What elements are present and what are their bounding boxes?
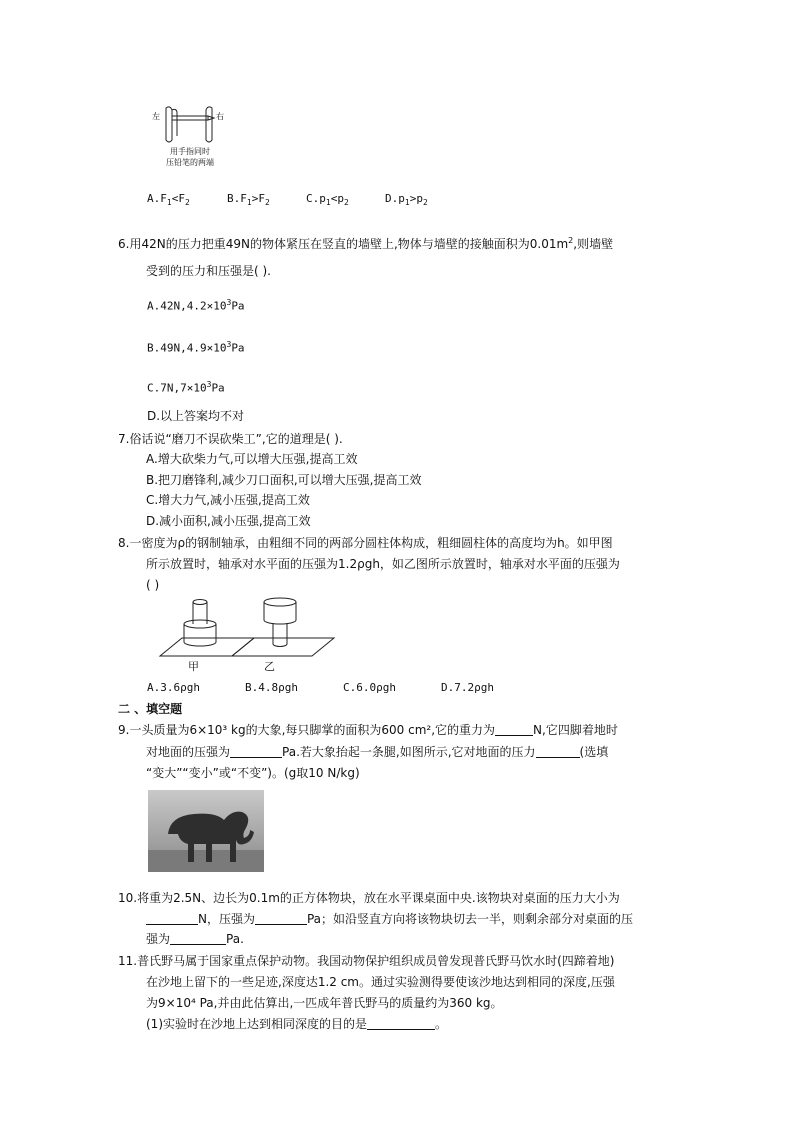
pencil-hands-drawing (150, 104, 230, 146)
pencil-pressing-figure (150, 104, 230, 176)
q9-line1: 9.一头质量为6×10³ kg的大象,每只脚掌的面积为600 cm²,它的重力为 N,它四脚着地时 (118, 723, 618, 737)
figure-label-jia: 甲 (188, 660, 199, 673)
q6-stem-line1: 6.用42N的压力把重49N的物体紧压在竖直的墙壁上,物体与墙壁的接触面积为$0.01m^2$,则墙壁 (118, 236, 614, 251)
q11-blank-purpose (367, 1017, 435, 1030)
q9-blank-force-change (536, 745, 580, 758)
q7-option-c: C.增大力气,减小压强,提高工效 (146, 493, 310, 507)
q9-line3: “变大”“变小”或“不变”)。(g取10 N/kg) (146, 766, 360, 780)
q7-option-d: D.减小面积,减小压强,提高工效 (146, 514, 311, 528)
bearing-figure (146, 594, 366, 674)
q10-blank-pressure (255, 912, 307, 925)
q8-option-c: C.6.0ρgh (343, 681, 396, 694)
q10-line1: 10.将重为2.5N、边长为0.1m的正方体物块，放在水平课桌面中央.该物块对桌面的压力大小为 (118, 891, 620, 905)
figure-label-yi: 乙 (264, 660, 275, 673)
fig-caption-line2: 压铅笔的两端 (166, 158, 214, 167)
q8-stem-line2: 所示放置时，轴承对水平面的压强为1.2ρgh，如乙图所示放置时，轴承对水平面的压强为 (146, 557, 620, 571)
q8-stem-line3: ( ) (146, 578, 160, 592)
q10-line3: 强为 Pa. (146, 932, 244, 946)
q7-stem: 7.俗话说“磨刀不误砍柴工”,它的道理是( ). (118, 432, 343, 446)
q10-blank-force (146, 912, 198, 925)
fig-caption-line1: 用手指同时 (170, 147, 210, 156)
q7-option-b: B.把刀磨锋利,减少刀口面积,可以增大压强,提高工效 (146, 473, 422, 487)
q11-line3: 为9×10⁴ Pa,并由此估算出,一匹成年普氏野马的质量约为360 kg。 (146, 996, 503, 1010)
q8-option-b: B.4.8ρgh (245, 681, 298, 694)
q5-option-b: $B.F_1>F_2$ (227, 192, 270, 208)
section-heading-fill-in: 二 、填空题 (118, 702, 183, 716)
q8-option-a: A.3.6ρgh (147, 681, 200, 694)
fig-left-label: 左 (152, 112, 160, 121)
q9-blank-pressure (230, 745, 282, 758)
q8-option-d: D.7.2ρgh (441, 681, 494, 694)
q9-line2: 对地面的压强为 Pa.若大象抬起一条腿,如图所示,它对地面的压力 (选填 (146, 745, 609, 759)
q8-stem-line1: 8.一密度为ρ的钢制轴承，由粗细不同的两部分圆柱体构成，粗细圆柱体的高度均为h。如甲图 (118, 536, 613, 550)
q6-option-c: $C.7N,7\times 10^3Pa$ (147, 380, 225, 395)
q11-line1: 11.普氏野马属于国家重点保护动物。我国动物保护组织成员曾发现普氏野马饮水时(四蹄着地) (118, 954, 615, 968)
q7-option-a: A.增大砍柴力气,可以增大压强,提高工效 (146, 452, 358, 466)
elephant-photo (148, 790, 264, 872)
q5-option-d: $D.p_1>p_2$ (385, 192, 428, 208)
q6-option-b: $B.49N,4.9\times 10^3Pa$ (147, 340, 245, 355)
q6-option-a: $A.42N,4.2\times 10^3Pa$ (147, 298, 245, 313)
q11-line4: (1)实验时在沙地上达到相同深度的目的是 。 (146, 1017, 448, 1031)
elephant-silhouette (148, 790, 264, 872)
q11-line2: 在沙地上留下的一些足迹,深度达1.2 cm。通过实验测得要使该沙地达到相同的深度,压强 (146, 975, 615, 989)
q9-blank-weight (495, 723, 533, 736)
q5-option-c: $C.p_1<p_2$ (306, 192, 349, 208)
q6-stem-line2: 受到的压力和压强是( ). (146, 264, 271, 278)
q10-line2: N，压强为 Pa；如沿竖直方向将该物块切去一半，则剩余部分对桌面的压 (146, 910, 633, 928)
bearing-cylinders-drawing (146, 594, 366, 674)
q10-blank-remaining-pressure (170, 932, 226, 945)
q5-option-a: $A.F_1<F_2$ (147, 192, 190, 208)
fig-right-label: 右 (216, 112, 224, 121)
q6-option-d: D.以上答案均不对 (147, 409, 245, 423)
